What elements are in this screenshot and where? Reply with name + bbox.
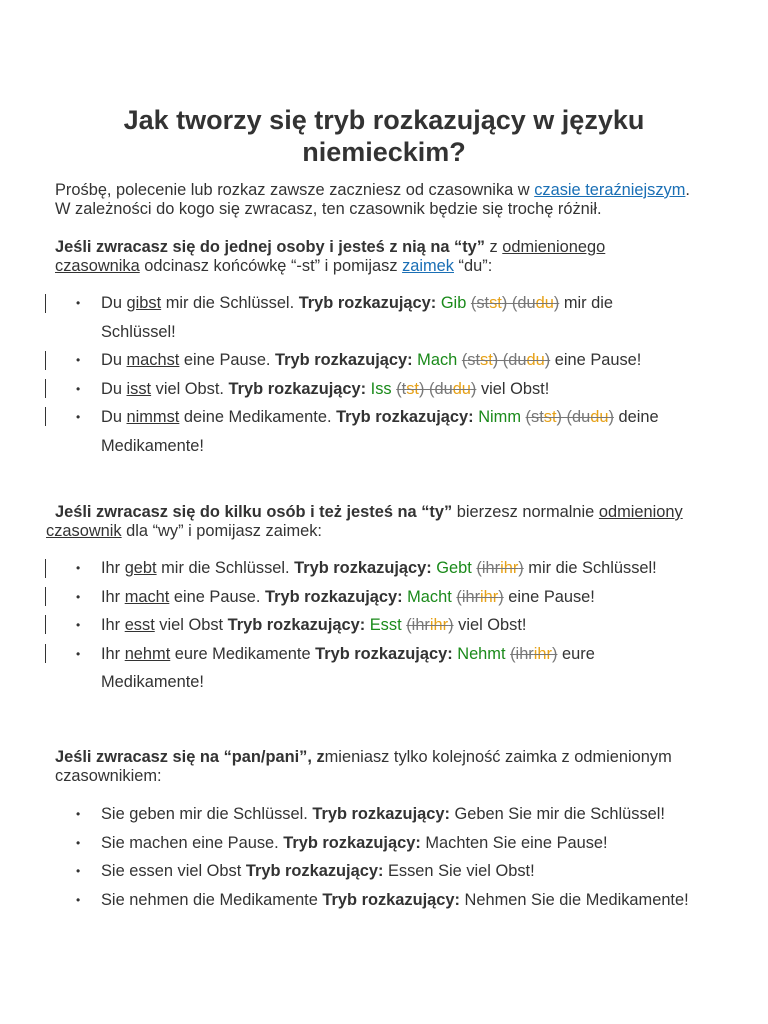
list-item: • Ihr esst viel Obst Tryb rozkazujący: Esst (ihrihr) viel Obst! [70, 611, 657, 640]
list-item: • Ihr gebt mir die Schlüssel. Tryb rozkazujący: Gebt (ihrihr) mir die Schlüssel! [70, 554, 657, 583]
list-item: • Du isst viel Obst. Tryb rozkazujący: Iss (tst) (dudu) viel Obst! [70, 375, 659, 404]
margin-bar [45, 351, 46, 370]
section3-heading: Jeśli zwracasz się na “pan/pani”, zmieniasz tylko kolejność zaimka z odmienionym czasownikiem: [55, 748, 672, 785]
margin-bar [45, 615, 46, 634]
intro-line-1: Prośbę, polecenie lub rozkaz zawsze zaczniesz od czasownika w czasie teraźniejszym. [55, 181, 690, 199]
margin-bar [45, 587, 46, 606]
margin-bar [45, 644, 46, 663]
section1-heading: Jeśli zwracasz się do jednej osoby i jesteś z nią na “ty” z odmienionego czasownika odcinasz końcówkę “-st” i pomijasz zaimek “du”: [55, 238, 606, 275]
section1-list [70, 289, 659, 460]
margin-bar [45, 294, 46, 313]
margin-bar [45, 407, 46, 426]
list-item: • Du gibst mir die Schlüssel. Tryb rozkazujący: Gib (stst) (dudu) mir die Schlüssel! [70, 289, 659, 346]
list-item: • Sie geben mir die Schlüssel. Tryb rozkazujący: Geben Sie mir die Schlüssel! [70, 800, 689, 829]
section3-list [70, 800, 689, 914]
pronoun-link[interactable]: zaimek [402, 257, 454, 275]
margin-bar [45, 379, 46, 398]
list-item: • Ihr macht eine Pause. Tryb rozkazujący: Macht (ihrihr) eine Pause! [70, 583, 657, 612]
list-item: • Du machst eine Pause. Tryb rozkazujący: Mach (stst) (dudu) eine Pause! [70, 346, 659, 375]
intro-line-2: W zależności do kogo się zwracasz, ten czasownik będzie się trochę różnił. [55, 200, 602, 218]
section2-heading: Jeśli zwracasz się do kilku osób i też jesteś na “ty” bierzesz normalnie odmieniony czasownik dla “wy” i pomijasz zaimek: [46, 503, 683, 540]
intro-paragraph [55, 181, 690, 219]
list-item: • Sie nehmen die Medikamente Tryb rozkazujący: Nehmen Sie die Medikamente! [70, 886, 689, 915]
margin-bar [45, 559, 46, 578]
page-title: Jak tworzy się tryb rozkazujący w języku niemieckim? [123, 105, 645, 168]
section2-list [70, 554, 657, 697]
list-item: • Ihr nehmt eure Medikamente Tryb rozkazujący: Nehmt (ihrihr) eure Medikamente! [70, 640, 657, 697]
list-item: • Du nimmst deine Medikamente. Tryb rozkazujący: Nimm (stst) (dudu) deine Medikamente! [70, 403, 659, 460]
list-item: • Sie essen viel Obst Tryb rozkazujący: Essen Sie viel Obst! [70, 857, 689, 886]
list-item: • Sie machen eine Pause. Tryb rozkazujący: Machten Sie eine Pause! [70, 829, 689, 858]
present-tense-link[interactable]: czasie teraźniejszym [534, 181, 686, 199]
